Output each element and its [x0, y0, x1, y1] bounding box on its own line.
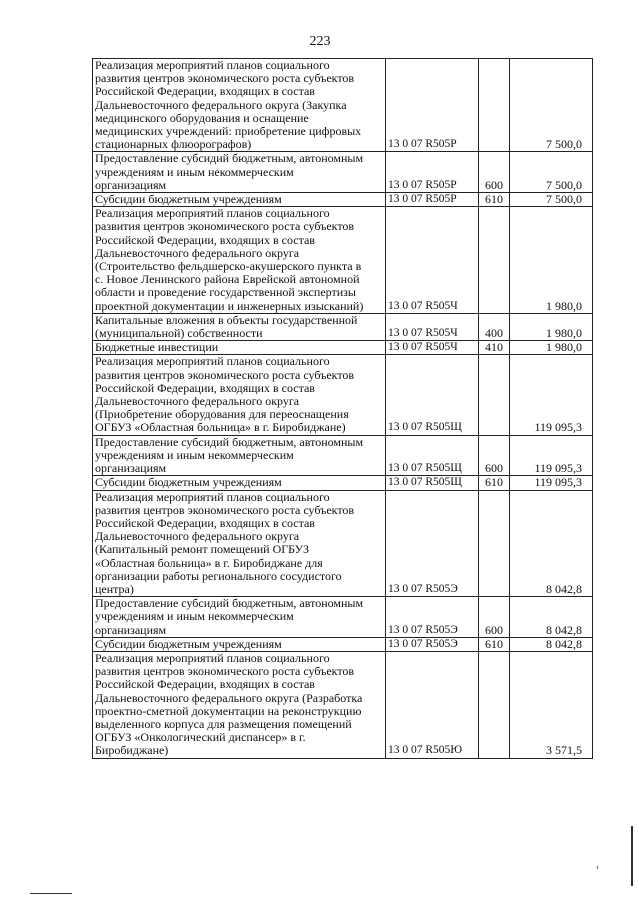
row-name: Реализация мероприятий планов социального развития центров экономического роста субъектов Российской Федерации, входящих в состав Дальневосточного федерального округа (Капитальный ремонт помещений ОГБУЗ «Областная больница» в г. Биробиджане для организации работы регионального сосудистого центра): [93, 490, 386, 597]
table-row: [93, 597, 593, 638]
table-row: [93, 435, 593, 476]
table-row: [93, 355, 593, 435]
table-row: [93, 152, 593, 193]
row-name: Капитальные вложения в объекты государственной (муниципальной) собственности: [93, 313, 386, 340]
table-row: [93, 476, 593, 490]
row-name: Субсидии бюджетным учреждениям: [93, 637, 386, 651]
row-name: Предоставление субсидий бюджетным, автономным учреждениям и иным некоммерческим организациям: [93, 435, 386, 476]
row-amount: 7 500,0: [510, 193, 593, 207]
row-amount: 119 095,3: [510, 435, 593, 476]
row-amount: 3 571,5: [510, 651, 593, 758]
row-target-code: 13 0 07 R505Щ: [386, 435, 479, 476]
row-name: Бюджетные инвестиции: [93, 341, 386, 355]
row-amount: 8 042,8: [510, 597, 593, 638]
margin-edge-mark: [631, 826, 633, 886]
row-target-code: 13 0 07 R505Щ: [386, 476, 479, 490]
row-amount: 1 980,0: [510, 207, 593, 314]
row-expense-type: [479, 490, 510, 597]
row-target-code: 13 0 07 R505Щ: [386, 355, 479, 435]
row-expense-type: [479, 355, 510, 435]
row-name: Субсидии бюджетным учреждениям: [93, 193, 386, 207]
row-target-code: 13 0 07 R505Р: [386, 59, 479, 152]
row-name: Реализация мероприятий планов социального развития центров экономического роста субъектов Российской Федерации, входящих в состав Дальневосточного федерального округа (Строительство фельдшерско-акушерского пункта в с. Новое Ленинского района Еврейской автономной области и проведение государственной экспертизы проектной документации и инженерных изысканий): [93, 207, 386, 314]
row-amount: 8 042,8: [510, 637, 593, 651]
row-expense-type: 610: [479, 476, 510, 490]
row-name: Предоставление субсидий бюджетным, автономным учреждениям и иным некоммерческим организациям: [93, 152, 386, 193]
row-expense-type: 410: [479, 341, 510, 355]
table-row: [93, 313, 593, 340]
table-row: [93, 651, 593, 758]
row-target-code: 13 0 07 R505Р: [386, 193, 479, 207]
page-number: 223: [309, 34, 331, 49]
row-expense-type: 600: [479, 597, 510, 638]
row-target-code: 13 0 07 R505Э: [386, 597, 479, 638]
row-expense-type: 600: [479, 435, 510, 476]
row-name: Реализация мероприятий планов социального развития центров экономического роста субъектов Российской Федерации, входящих в состав Дальневосточного федерального округа (Закупка медицинского оборудования и оснащение медицинских учреждений: приобретение цифровых стационарных флюорографов): [93, 59, 386, 152]
row-target-code: 13 0 07 R505Ч: [386, 313, 479, 340]
row-target-code: 13 0 07 R505Ю: [386, 651, 479, 758]
row-expense-type: [479, 651, 510, 758]
row-expense-type: 600: [479, 152, 510, 193]
table-row: [93, 59, 593, 152]
row-expense-type: 610: [479, 637, 510, 651]
row-name: Реализация мероприятий планов социального развития центров экономического роста субъектов Российской Федерации, входящих в состав Дальневосточного федерального округа (Разработка проектно-сметной документации на реконструкцию выделенного корпуса для размещения помещений ОГБУЗ «Онкологический диспансер» в г. Биробиджане): [93, 651, 386, 758]
row-amount: 7 500,0: [510, 59, 593, 152]
row-target-code: 13 0 07 R505Э: [386, 637, 479, 651]
table-row: [93, 490, 593, 597]
table-row: [93, 637, 593, 651]
row-amount: 119 095,3: [510, 476, 593, 490]
row-amount: 7 500,0: [510, 152, 593, 193]
row-target-code: 13 0 07 R505Ч: [386, 341, 479, 355]
row-amount: 1 980,0: [510, 341, 593, 355]
row-amount: 1 980,0: [510, 313, 593, 340]
row-target-code: 13 0 07 R505Р: [386, 152, 479, 193]
footer-rule: [30, 893, 72, 894]
row-expense-type: 400: [479, 313, 510, 340]
row-name: Реализация мероприятий планов социального развития центров экономического роста субъектов Российской Федерации, входящих в состав Дальневосточного федерального округа (Приобретение оборудования для переоснащения ОГБУЗ «Областная больница» в г. Биробиджане): [93, 355, 386, 435]
budget-table: [92, 58, 593, 759]
row-target-code: 13 0 07 R505Ч: [386, 207, 479, 314]
row-name: Субсидии бюджетным учреждениям: [93, 476, 386, 490]
scan-speck: [597, 866, 598, 869]
row-amount: 8 042,8: [510, 490, 593, 597]
row-name: Предоставление субсидий бюджетным, автономным учреждениям и иным некоммерческим организациям: [93, 597, 386, 638]
table-row: [93, 341, 593, 355]
row-target-code: 13 0 07 R505Э: [386, 490, 479, 597]
row-expense-type: [479, 59, 510, 152]
row-expense-type: 610: [479, 193, 510, 207]
row-amount: 119 095,3: [510, 355, 593, 435]
budget-table-body: [93, 59, 593, 759]
table-row: [93, 207, 593, 314]
row-expense-type: [479, 207, 510, 314]
table-row: [93, 193, 593, 207]
